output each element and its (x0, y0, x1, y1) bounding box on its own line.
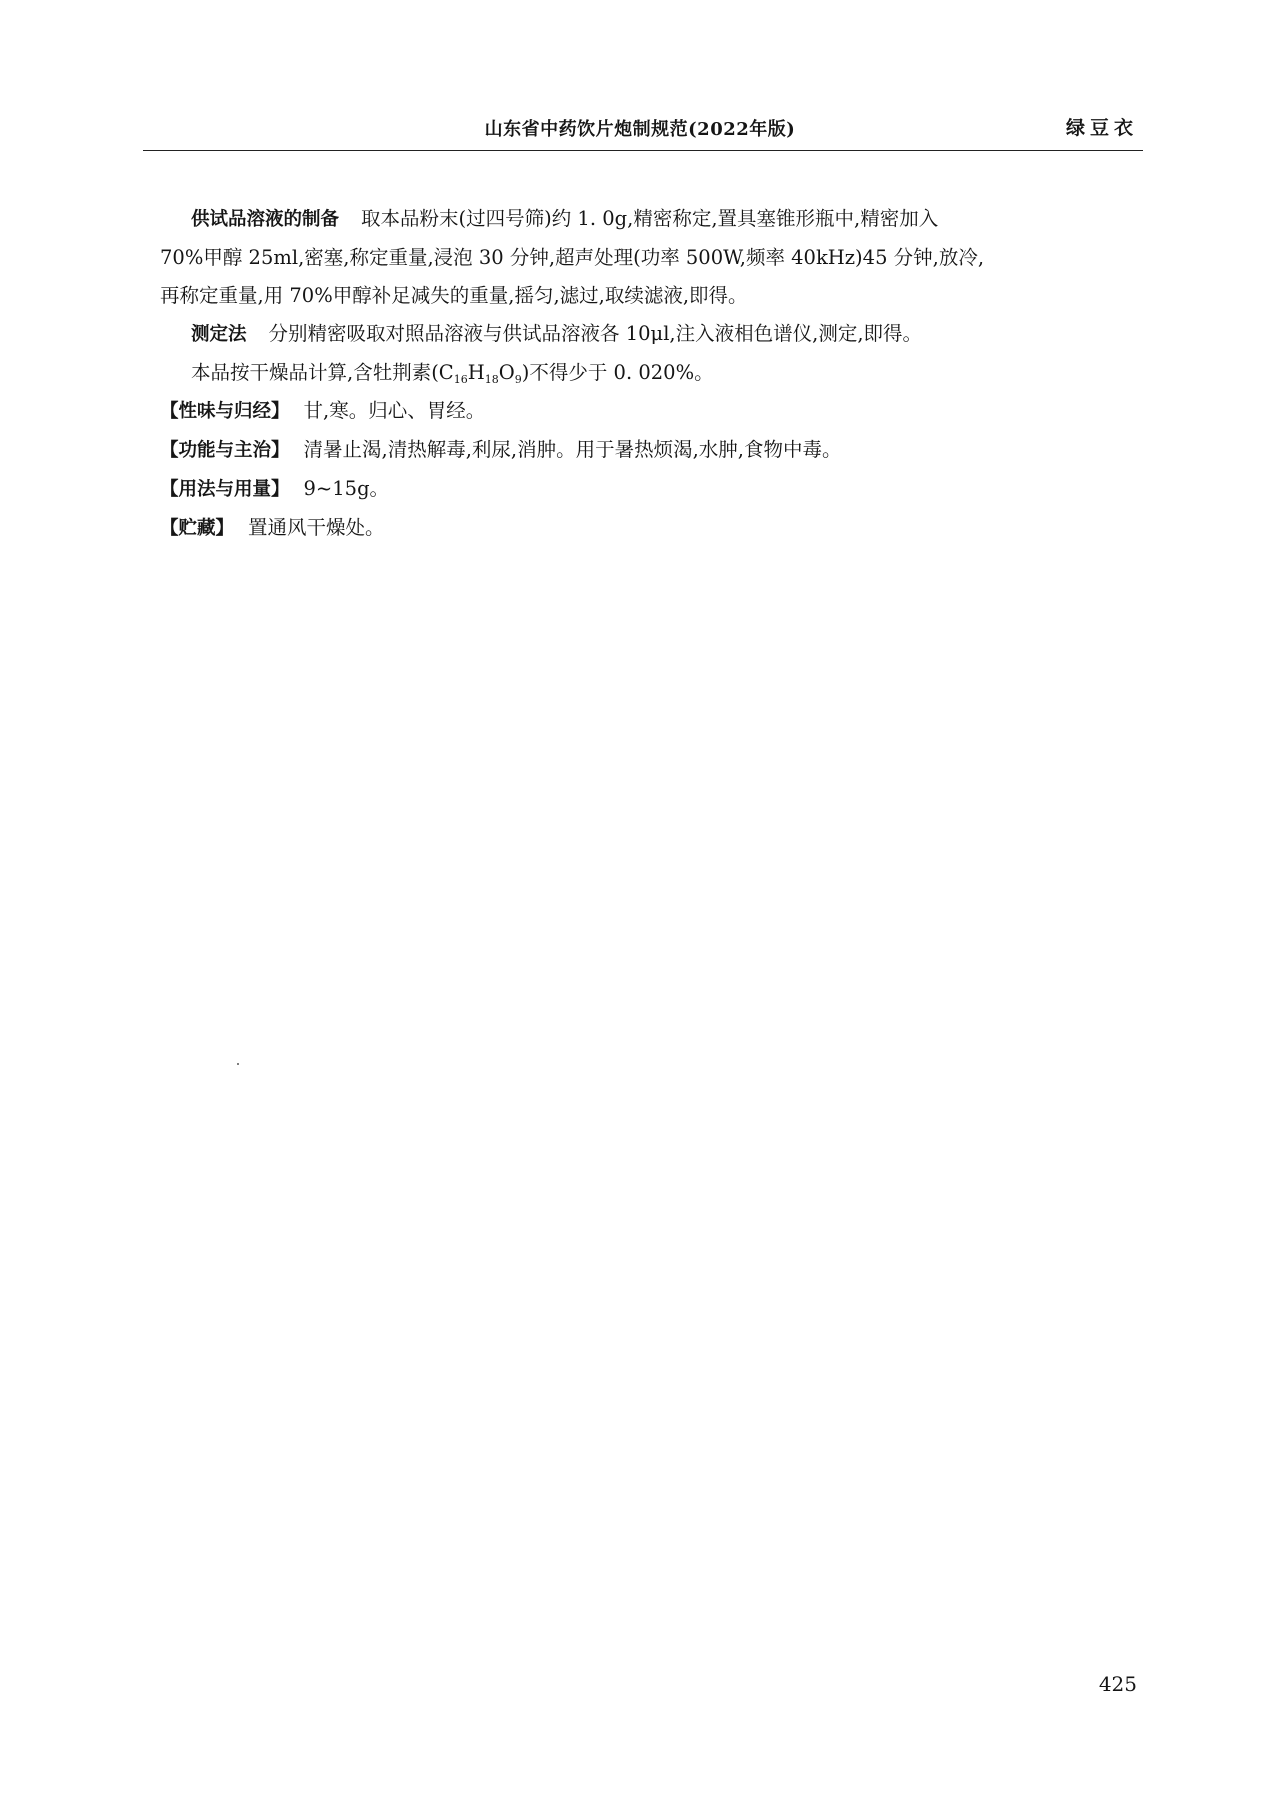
storage-text: 置通风干燥处。 (248, 516, 385, 539)
entry-name: 绿豆衣 (1065, 117, 1138, 139)
formula-h: H (467, 361, 485, 384)
sample-prep-paragraph (160, 200, 1144, 315)
nature-paragraph (160, 392, 1144, 431)
dosage-text: 9~15g。 (303, 477, 390, 500)
header-divider (143, 150, 1143, 151)
storage-paragraph (160, 509, 1144, 548)
sample-prep-text-1: 取本品粉末(过四号筛)约 1. 0g,精密称定,置具塞锥形瓶中,精密加入 (361, 207, 939, 230)
sample-prep-line-3: 再称定重量,用 70%甲醇补足减失的重量,摇匀,滤过,取续滤液,即得。 (160, 284, 748, 307)
sample-prep-line-2: 70%甲醇 25ml,密塞,称定重量,浸泡 30 分钟,超声处理(功率 500W,频率 40kHz)45 分钟,放冷, (160, 246, 985, 269)
content-limit-suffix: )不得少于 0. 020%。 (521, 361, 714, 384)
assay-text: 分别精密吸取对照品溶液与供试品溶液各 10μl,注入液相色谱仪,测定,即得。 (268, 322, 923, 345)
content-limit-prefix: 本品按干燥品计算,含牡荆素(C (191, 361, 454, 384)
nature-text: 甘,寒。归心、胃经。 (303, 399, 486, 422)
storage-label: 【贮藏】 (160, 518, 235, 539)
page-body (160, 200, 1144, 548)
function-text: 清暑止渴,清热解毒,利尿,消肿。用于暑热烦渴,水肿,食物中毒。 (303, 438, 842, 461)
function-paragraph (160, 431, 1144, 470)
content-limit-paragraph (160, 354, 1144, 392)
formula-o: O (498, 361, 515, 384)
sample-prep-line-1 (160, 200, 1144, 239)
book-title: 山东省中药饮片炮制规范(2022年版) (484, 119, 796, 140)
formula-sub-o: 9 (514, 373, 522, 386)
nature-label: 【性味与归经】 (160, 401, 290, 422)
dosage-paragraph (160, 470, 1144, 509)
dosage-label: 【用法与用量】 (160, 479, 290, 500)
scan-speck (237, 1063, 239, 1065)
formula-sub-c: 16 (453, 373, 468, 386)
formula-sub-h: 18 (484, 373, 499, 386)
function-label: 【功能与主治】 (160, 440, 290, 461)
assay-label: 测定法 (191, 324, 247, 345)
page-number: 425 (1098, 1672, 1137, 1696)
assay-paragraph (160, 315, 1144, 354)
sample-prep-label: 供试品溶液的制备 (191, 209, 340, 230)
